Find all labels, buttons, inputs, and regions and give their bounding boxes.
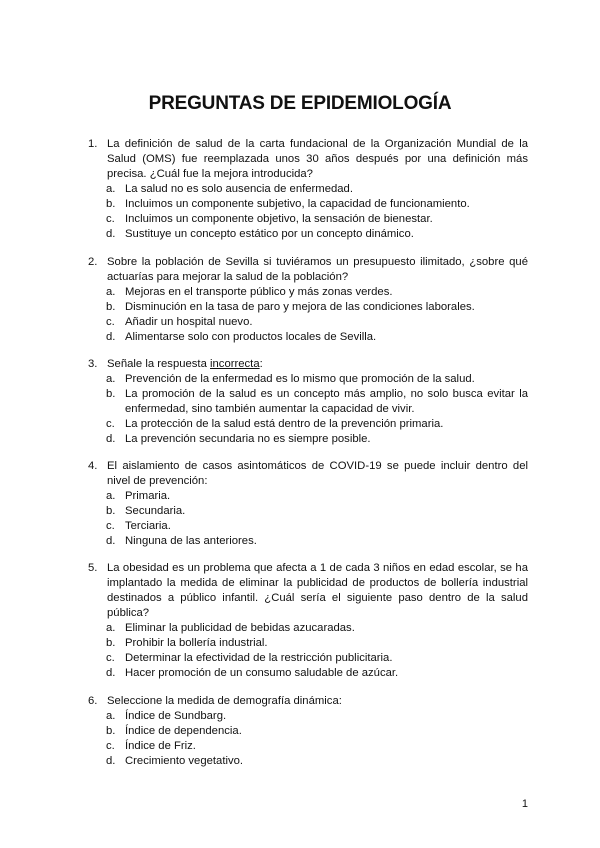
option-letter: a. bbox=[106, 622, 116, 634]
option-letter: c. bbox=[106, 316, 115, 328]
option-b bbox=[88, 636, 528, 651]
page-title: PREGUNTAS DE EPIDEMIOLOGÍA bbox=[148, 93, 452, 114]
question-number: 6. bbox=[88, 695, 98, 707]
option-letter: c. bbox=[106, 520, 115, 532]
option-list bbox=[88, 621, 528, 681]
option-list bbox=[88, 489, 528, 549]
option-c bbox=[88, 739, 528, 754]
question-number: 4. bbox=[88, 460, 98, 472]
option-text: Alimentarse solo con productos locales de Sevilla. bbox=[125, 331, 377, 343]
option-text: Eliminar la publicidad de bebidas azucaradas. bbox=[125, 622, 355, 634]
option-text: Secundaria. bbox=[125, 505, 186, 517]
option-letter: d. bbox=[106, 755, 116, 767]
option-letter: a. bbox=[106, 373, 116, 385]
option-text: Ninguna de las anteriores. bbox=[125, 535, 257, 547]
option-text: Primaria. bbox=[125, 490, 171, 502]
option-text: La salud no es solo ausencia de enfermedad. bbox=[125, 183, 353, 195]
question-text: El aislamiento de casos asintomáticos de COVID-19 se puede incluir dentro del nivel de prevención: bbox=[107, 460, 528, 487]
option-c bbox=[88, 519, 528, 534]
option-b bbox=[88, 387, 528, 417]
option-text: Disminución en la tasa de paro y mejora de las condiciones laborales. bbox=[125, 301, 475, 313]
question-stem bbox=[88, 694, 528, 709]
option-b bbox=[88, 724, 528, 739]
option-text: La promoción de la salud es un concepto más amplio, no solo busca evitar la enfermedad, sino también aumentar la capacidad de vivir. bbox=[125, 388, 528, 415]
option-letter: d. bbox=[106, 433, 116, 445]
option-list bbox=[88, 182, 528, 242]
option-list bbox=[88, 372, 528, 447]
option-c bbox=[88, 651, 528, 666]
option-letter: a. bbox=[106, 710, 116, 722]
option-letter: b. bbox=[106, 637, 116, 649]
option-text: Incluimos un componente objetivo, la sensación de bienestar. bbox=[125, 213, 433, 225]
underlined-keyword: incorrecta bbox=[210, 358, 260, 370]
question-stem bbox=[88, 357, 528, 372]
question-number: 1. bbox=[88, 138, 98, 150]
question-text: Señale la respuesta bbox=[107, 358, 210, 370]
option-text: Prohibir la bollería industrial. bbox=[125, 637, 268, 649]
option-letter: b. bbox=[106, 388, 116, 400]
option-text: Terciaria. bbox=[125, 520, 171, 532]
page-number: 1 bbox=[521, 798, 528, 810]
option-a bbox=[88, 182, 528, 197]
question-text-end: : bbox=[259, 358, 263, 370]
question-number: 2. bbox=[88, 256, 98, 268]
option-c bbox=[88, 315, 528, 330]
option-letter: a. bbox=[106, 286, 116, 298]
option-a bbox=[88, 709, 528, 724]
option-text: Prevención de la enfermedad es lo mismo que promoción de la salud. bbox=[125, 373, 475, 385]
option-text: Índice de Friz. bbox=[125, 740, 196, 752]
question-stem bbox=[88, 459, 528, 489]
option-text: Determinar la efectividad de la restricción publicitaria. bbox=[125, 652, 393, 664]
question-3 bbox=[88, 357, 528, 447]
option-letter: b. bbox=[106, 198, 116, 210]
option-c bbox=[88, 417, 528, 432]
option-letter: d. bbox=[106, 535, 116, 547]
option-text: Añadir un hospital nuevo. bbox=[125, 316, 253, 328]
option-letter: c. bbox=[106, 740, 115, 752]
option-letter: a. bbox=[106, 183, 116, 195]
question-2 bbox=[88, 255, 528, 345]
question-stem bbox=[88, 561, 528, 621]
question-4 bbox=[88, 459, 528, 549]
option-d bbox=[88, 534, 528, 549]
option-b bbox=[88, 504, 528, 519]
option-letter: d. bbox=[106, 667, 116, 679]
question-text: La definición de salud de la carta fundacional de la Organización Mundial de la Salud (OMS) fue reemplazada unos 30 años después por una definición más precisa. ¿Cuál fue la mejora introducida? bbox=[107, 138, 528, 180]
option-a bbox=[88, 285, 528, 300]
option-text: Crecimiento vegetativo. bbox=[125, 755, 244, 767]
question-text: La obesidad es un problema que afecta a 1 de cada 3 niños en edad escolar, se ha implantado la medida de eliminar la publicidad de productos de bollería industrial destinados a público infantil. ¿Cuál sería el siguiente paso dentro de la salud pública? bbox=[107, 562, 528, 619]
option-letter: c. bbox=[106, 213, 115, 225]
option-a bbox=[88, 621, 528, 636]
question-1 bbox=[88, 137, 528, 242]
option-d bbox=[88, 754, 528, 769]
question-text: Sobre la población de Sevilla si tuviéramos un presupuesto ilimitado, ¿sobre qué actuarías para mejorar la salud de la población? bbox=[107, 256, 528, 283]
question-stem bbox=[88, 255, 528, 285]
question-6 bbox=[88, 694, 528, 769]
option-text: Mejoras en el transporte público y más zonas verdes. bbox=[125, 286, 393, 298]
option-text: Incluimos un componente subjetivo, la capacidad de funcionamiento. bbox=[125, 198, 470, 210]
question-stem bbox=[88, 137, 528, 182]
option-c bbox=[88, 212, 528, 227]
option-list bbox=[88, 709, 528, 769]
question-5 bbox=[88, 561, 528, 681]
question-number: 5. bbox=[88, 562, 98, 574]
option-letter: b. bbox=[106, 301, 116, 313]
option-letter: a. bbox=[106, 490, 116, 502]
option-letter: c. bbox=[106, 418, 115, 430]
option-list bbox=[88, 285, 528, 345]
option-text: Índice de Sundbarg. bbox=[125, 710, 227, 722]
option-text: Hacer promoción de un consumo saludable de azúcar. bbox=[125, 667, 399, 679]
option-a bbox=[88, 372, 528, 387]
option-a bbox=[88, 489, 528, 504]
option-text: La prevención secundaria no es siempre posible. bbox=[125, 433, 371, 445]
option-letter: b. bbox=[106, 505, 116, 517]
option-d bbox=[88, 666, 528, 681]
option-letter: d. bbox=[106, 228, 116, 240]
option-d bbox=[88, 227, 528, 242]
option-text: Sustituye un concepto estático por un concepto dinámico. bbox=[125, 228, 414, 240]
question-text: Seleccione la medida de demografía dinámica: bbox=[107, 695, 342, 707]
option-d bbox=[88, 330, 528, 345]
question-number: 3. bbox=[88, 358, 98, 370]
option-letter: c. bbox=[106, 652, 115, 664]
option-letter: b. bbox=[106, 725, 116, 737]
option-b bbox=[88, 300, 528, 315]
option-b bbox=[88, 197, 528, 212]
option-d bbox=[88, 432, 528, 447]
option-text: Índice de dependencia. bbox=[125, 725, 242, 737]
option-text: La protección de la salud está dentro de la prevención primaria. bbox=[125, 418, 444, 430]
option-letter: d. bbox=[106, 331, 116, 343]
